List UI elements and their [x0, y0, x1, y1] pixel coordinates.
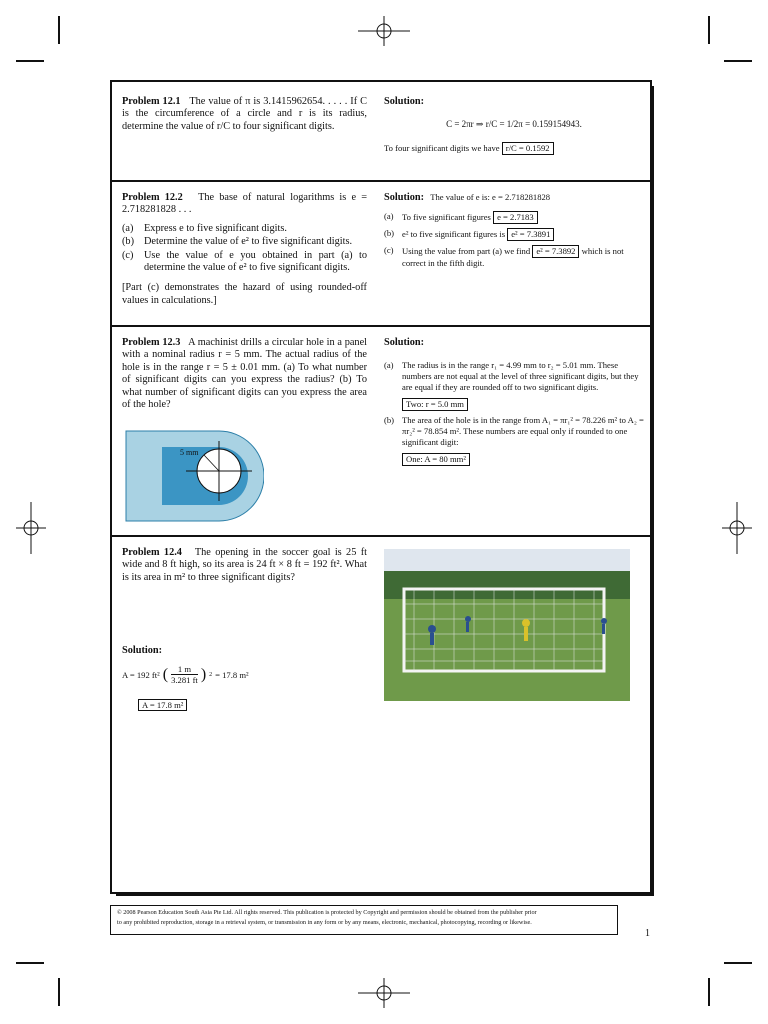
problem-frame — [110, 80, 652, 894]
answer-box: e² = 7.3892 — [532, 245, 579, 258]
problem-row-12-2 — [112, 180, 650, 327]
solution-equation: A = 192 ft² ( 1 m 3.281 ft ) 2 = 17.8 m² — [122, 664, 249, 685]
radius-label: 5 mm — [180, 448, 199, 457]
copyright-line: to any prohibited reproduction, storage in a retrieval system, or transmission in any form or by any means, electronic, mechanical, photocopying, recording or likewise. — [117, 919, 532, 926]
solution-heading: Solution: — [384, 96, 425, 107]
answer-box: Two: r = 5.0 mm — [402, 398, 468, 411]
problem-title: Problem 12.4 — [122, 547, 182, 558]
list-item: (a) The radius is in the range r₁ = 4.99 mm to r₂ = 5.01 mm. These numbers are not equal at the level of three significant digits, but they are equal if they are rounded off to two significant digits. Two: r = 5.0 mm — [384, 360, 639, 409]
registration-mark-right — [722, 502, 752, 554]
registration-mark-left — [16, 502, 46, 554]
answer-box: A = 17.8 m² — [138, 699, 187, 711]
problem-parts — [122, 223, 367, 275]
solution-note: To four significant digits we have — [384, 143, 500, 153]
list-item: (b) The area of the hole is in the range from A₁ = πr₁² = 78.226 m² to A₂ = πr₂² = 78.854 m². These numbers are equal only if rounded to one significant digit: One: A = 80 mm² — [384, 415, 644, 464]
list-item: (a) Express e to five significant digits. — [122, 222, 287, 234]
problem-row-12-1 — [112, 82, 650, 182]
problem-statement — [122, 192, 367, 307]
problem-note: [Part (c) demonstrates the hazard of using rounded-off values in calculations.] — [122, 282, 367, 306]
registration-mark-top — [358, 16, 410, 46]
list-item: (a) To five significant figures e = 2.7183 — [384, 211, 644, 224]
problem-statement — [122, 547, 367, 584]
list-item: (c) Use the value of e you obtained in part (a) to determine the value of e² to five significant digits. — [122, 249, 367, 274]
registration-mark-bottom — [358, 978, 410, 1008]
solution — [122, 645, 362, 711]
solution-parts — [384, 211, 644, 269]
copyright-footer — [110, 905, 618, 935]
solution — [384, 96, 644, 155]
solution-parts — [384, 360, 644, 466]
problem-text: A machinist drills a circular hole in a panel with a nominal radius r = 5 mm. The actual radius of the hole is in the range r = 5 ± 0.01 mm. (a) To what number of significant digits can you express the radius? (b) To what number of significant digits can you express the area of the hole? — [122, 337, 368, 411]
problem-statement — [122, 96, 367, 133]
problem-row-12-3 — [112, 325, 650, 537]
solution-heading: Solution: — [384, 337, 425, 348]
problem-title: Problem 12.3 — [122, 337, 181, 348]
list-item: (b) Determine the value of e² to five significant digits. — [122, 236, 353, 248]
answer-box: r/C = 0.1592 — [502, 142, 554, 155]
problem-title: Problem 12.1 — [122, 96, 181, 107]
answer-box: e = 2.7183 — [493, 211, 538, 224]
page-number: 1 — [645, 928, 650, 939]
solution-heading: Solution: — [122, 645, 163, 656]
problem-text: The opening in the soccer goal is 25 ft wide and 8 ft high, so its area is 24 ft × 8 ft = 192 ft². What is its area in m² to three significant digits? — [122, 547, 368, 583]
answer-box: One: A = 80 mm² — [402, 453, 470, 466]
solution-intro: The value of e is: e = 2.718281828 — [430, 192, 551, 202]
list-item: (c) Using the value from part (a) we find e² = 7.3892 which is not correct in the fifth digit. — [384, 245, 624, 268]
list-item: (b) e² to five significant figures is e² = 7.3891 — [384, 228, 644, 241]
solution — [384, 337, 644, 470]
solution-equation: C = 2πr ⇒ r/C = 1/2π = 0.159154943. — [446, 119, 582, 129]
problem-title: Problem 12.2 — [122, 192, 183, 203]
problem-text: The value of π is 3.1415962654. . . . . If C is the circumference of a circle and r is its radius, determine the value of r/C to four significant digits. — [122, 96, 367, 132]
answer-box: e² = 7.3891 — [507, 228, 554, 241]
solution — [384, 192, 644, 273]
copyright-line: © 2008 Pearson Education South Asia Pte Ltd. All rights reserved. This publication is protected by Copyright and permission should be obtained from the publisher prior — [117, 909, 537, 916]
soccer-goal-photo — [384, 549, 630, 701]
problem-row-12-4 — [112, 535, 650, 890]
solution-heading: Solution: — [384, 192, 425, 203]
problem-text: The base of natural logarithms is e = 2.718281828 . . . — [122, 192, 368, 216]
drilled-panel-figure — [124, 429, 264, 523]
problem-statement — [122, 337, 367, 411]
